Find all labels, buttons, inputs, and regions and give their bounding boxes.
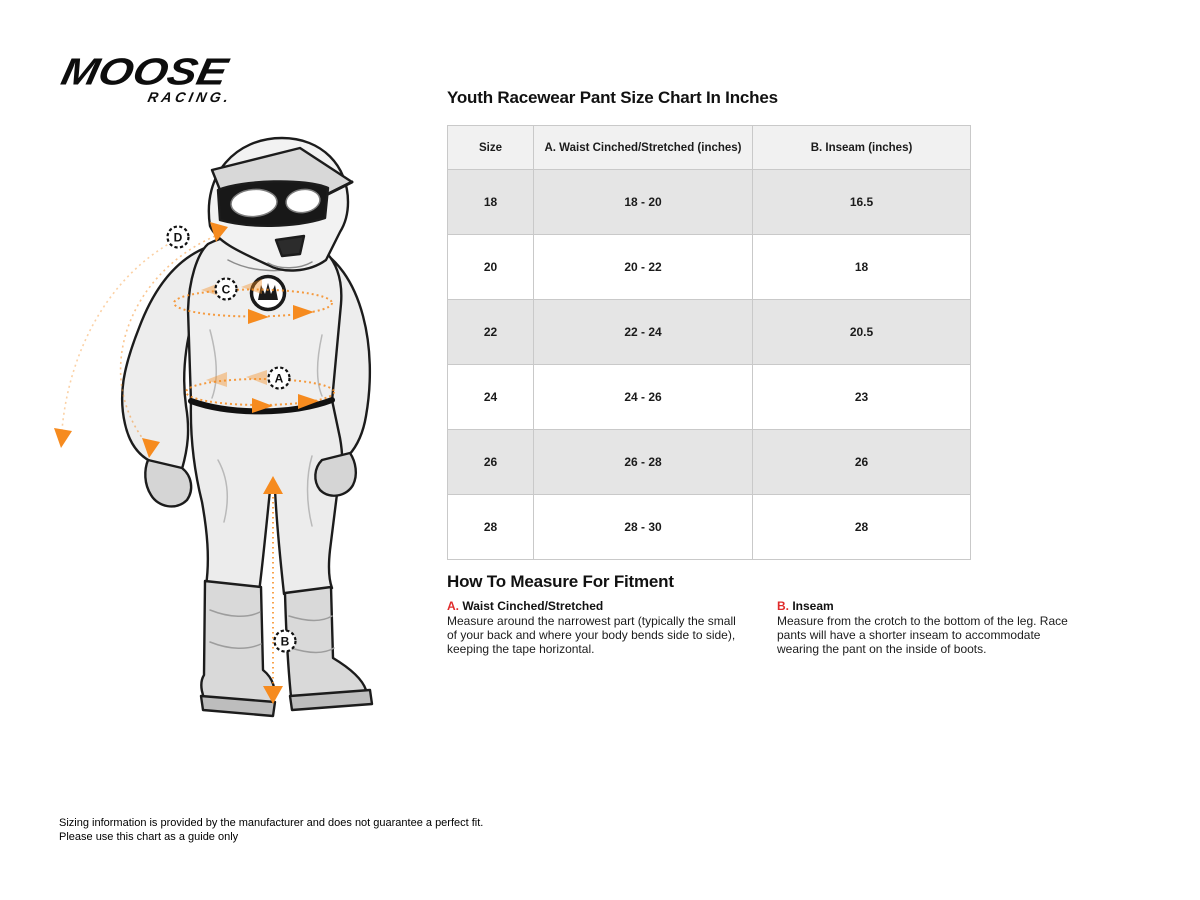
waist-cell: 24 - 26 <box>534 365 753 430</box>
moose-racing-logo <box>58 50 248 105</box>
how-to-measure-title: How To Measure For Fitment <box>447 572 674 591</box>
inseam-cell: 18 <box>753 235 971 300</box>
logo-word-moose: MOOSE <box>57 50 232 93</box>
table-row <box>448 235 971 300</box>
marker-badge-d <box>168 227 189 248</box>
marker-badge-a <box>269 368 290 389</box>
measure-name-waist: Waist Cinched/Stretched <box>462 599 604 613</box>
rider-pants <box>191 400 342 594</box>
size-cell: 20 <box>448 235 534 300</box>
outer-arrow <box>54 428 72 448</box>
marker-badge-b <box>275 631 296 652</box>
waist-cell: 22 - 24 <box>534 300 753 365</box>
size-cell: 24 <box>448 365 534 430</box>
measure-letter-a: A. <box>447 599 459 613</box>
inseam-cell: 26 <box>753 430 971 495</box>
waist-cell: 26 - 28 <box>534 430 753 495</box>
size-cell: 26 <box>448 430 534 495</box>
size-cell: 28 <box>448 495 534 560</box>
marker-letter-b: B <box>280 634 290 649</box>
measure-letter-b: B. <box>777 599 789 613</box>
rider-left-glove <box>145 460 191 506</box>
disclaimer <box>59 817 483 844</box>
rider-figure-svg <box>60 130 420 730</box>
marker-letter-d: D <box>173 230 183 245</box>
col-header-size: Size <box>448 126 534 170</box>
disclaimer-line-1: Sizing information is provided by the manufacturer and does not guarantee a perfect fit. <box>59 817 484 829</box>
rider-left-boot <box>201 581 274 708</box>
table-row <box>448 170 971 235</box>
waist-cell: 18 - 20 <box>534 170 753 235</box>
rider-right-boot <box>285 587 368 706</box>
table-row <box>448 430 971 495</box>
measure-text-inseam: Measure from the crotch to the bottom of the leg. Race pants will have a shorter inseam to accommodate wearing the pant on the inside of boots. <box>777 614 1068 656</box>
logo-word-racing: RACING. <box>146 89 234 105</box>
marker-letter-c: C <box>221 282 231 297</box>
measure-text-waist: Measure around the narrowest part (typically the small of your back and where your body bends side to side), keeping the tape horizontal. <box>447 614 736 656</box>
inseam-cell: 23 <box>753 365 971 430</box>
measure-label-waist <box>447 599 749 613</box>
col-header-waist: A. Waist Cinched/Stretched (inches) <box>534 126 753 170</box>
inseam-cell: 28 <box>753 495 971 560</box>
size-chart-title: Youth Racewear Pant Size Chart In Inches <box>447 88 778 107</box>
inseam-cell: 16.5 <box>753 170 971 235</box>
waist-cell: 20 - 22 <box>534 235 753 300</box>
measure-label-inseam <box>777 599 1079 613</box>
size-chart-table <box>447 125 971 560</box>
measure-name-inseam: Inseam <box>792 599 834 613</box>
marker-letter-a: A <box>274 371 284 386</box>
col-header-inseam: B. Inseam (inches) <box>753 126 971 170</box>
table-header-row <box>448 126 971 170</box>
inseam-cell: 20.5 <box>753 300 971 365</box>
table-row <box>448 365 971 430</box>
rider-right-glove <box>315 453 356 496</box>
table-row <box>448 495 971 560</box>
measure-item-waist <box>447 599 749 656</box>
disclaimer-line-2: Please use this chart as a guide only <box>59 830 239 843</box>
helmet-chin-vent <box>276 236 304 256</box>
marker-badge-c <box>216 279 237 300</box>
size-cell: 18 <box>448 170 534 235</box>
size-cell: 22 <box>448 300 534 365</box>
rider-measurement-illustration <box>60 130 420 730</box>
measure-item-inseam <box>777 599 1079 656</box>
table-row <box>448 300 971 365</box>
waist-cell: 28 - 30 <box>534 495 753 560</box>
